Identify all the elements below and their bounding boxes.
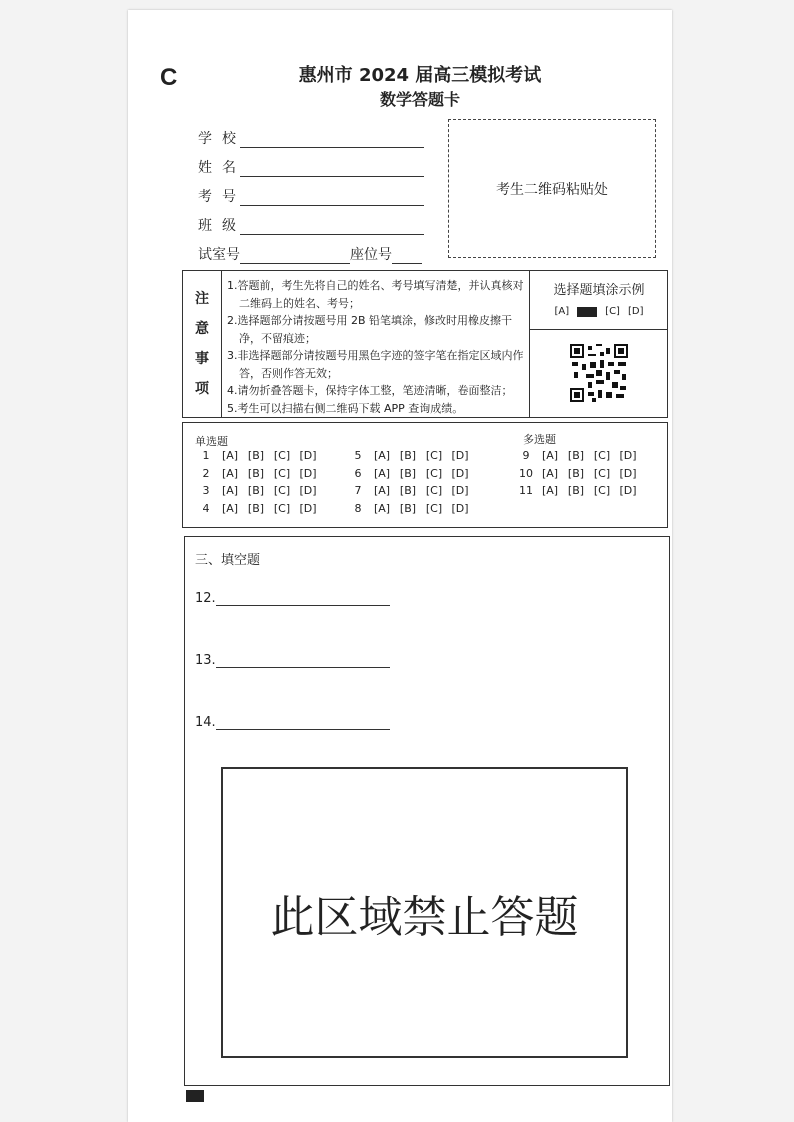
fill-section-title: 三、填空题 (195, 553, 261, 568)
name-label: 姓名 (198, 160, 246, 176)
question-row (195, 502, 321, 515)
example-option-a: [A] (554, 306, 570, 317)
multi-choice-label: 多选题 (523, 433, 556, 446)
question-number: 8 (354, 501, 362, 515)
answer-option[interactable]: [C] (425, 466, 443, 480)
answer-option[interactable]: [D] (451, 449, 469, 462)
answer-option[interactable]: [C] (273, 449, 291, 462)
question-number: 4 (202, 501, 210, 515)
school-line[interactable] (240, 131, 424, 148)
note-item: 3.非选择题部分请按题号用黑色字迹的签字笔在指定区域内作答，否则作答无效； (227, 349, 524, 380)
answer-option[interactable]: [C] (273, 484, 291, 497)
answer-option[interactable]: [C] (273, 501, 291, 515)
note-item: 1.答题前，考生先将自己的姓名、考号填写清楚，并认真核对二维码上的姓名、考号； (227, 279, 524, 310)
answer-option[interactable]: [B] (247, 466, 265, 480)
answer-12[interactable] (195, 591, 390, 606)
answer-14-line[interactable] (216, 715, 390, 730)
question-number: 5 (354, 449, 362, 462)
answer-option[interactable]: [C] (425, 501, 443, 515)
question-number: 9 (522, 449, 530, 462)
room-label: 试室号 (198, 247, 240, 263)
answer-option[interactable]: [C] (593, 466, 611, 480)
title-line-2: 数学答题卡 (379, 90, 460, 109)
notes-side-char: 项 (195, 381, 209, 397)
qr-sticker-area (448, 119, 656, 258)
question-row (347, 502, 473, 515)
answer-13-label: 13. (195, 653, 216, 668)
school-label: 学校 (198, 131, 246, 147)
question-row (515, 449, 641, 462)
question-number: 10 (519, 466, 533, 480)
qr-code-icon (570, 344, 628, 402)
school-field[interactable] (198, 128, 424, 148)
question-number: 2 (202, 466, 210, 480)
answer-option[interactable]: [B] (399, 466, 417, 480)
page-title (280, 64, 560, 112)
answer-option[interactable]: [D] (451, 484, 469, 497)
answer-14[interactable] (195, 715, 390, 730)
question-number: 11 (519, 484, 533, 497)
example-option-c: [C] (605, 306, 620, 317)
answer-option[interactable]: [A] (221, 484, 239, 497)
answer-13-line[interactable] (216, 653, 390, 668)
answer-option[interactable]: [B] (247, 501, 265, 515)
exam-no-field[interactable] (198, 186, 424, 206)
example-option-d: [D] (627, 306, 644, 317)
answer-option[interactable]: [D] (299, 466, 317, 480)
question-number: 6 (354, 466, 362, 480)
notes-side-char: 意 (195, 321, 209, 337)
answer-option[interactable]: [A] (221, 466, 239, 480)
fill-example-options (530, 306, 668, 317)
seat-label: 座位号 (350, 247, 392, 263)
fill-example-title: 选择题填涂示例 (553, 283, 645, 298)
answer-option[interactable]: [D] (619, 449, 637, 462)
answer-option[interactable]: [B] (399, 501, 417, 515)
answer-option[interactable]: [A] (373, 449, 391, 462)
answer-option[interactable]: [A] (373, 466, 391, 480)
notes-side-char: 事 (195, 351, 209, 367)
answer-option[interactable]: [C] (593, 484, 611, 497)
answer-12-line[interactable] (216, 591, 390, 606)
answer-option[interactable]: [C] (593, 449, 611, 462)
answer-option[interactable]: [A] (373, 484, 391, 497)
question-number: 1 (202, 449, 210, 462)
answer-option[interactable]: [B] (399, 484, 417, 497)
answer-option[interactable]: [D] (451, 466, 469, 480)
room-seat-field[interactable] (198, 244, 422, 264)
answer-option[interactable]: [B] (567, 484, 585, 497)
multiple-choice-area (182, 422, 668, 528)
fill-blank-area (184, 536, 670, 1086)
name-field[interactable] (198, 157, 424, 177)
answer-14-label: 14. (195, 715, 216, 730)
answer-13[interactable] (195, 653, 390, 668)
note-item: 4.请勿折叠答题卡，保持字体工整，笔迹清晰，卷面整洁； (227, 384, 513, 397)
question-number: 3 (202, 484, 210, 497)
single-choice-label: 单选题 (195, 435, 228, 448)
answer-option[interactable]: [B] (567, 466, 585, 480)
answer-option[interactable]: [A] (541, 449, 559, 462)
room-line[interactable] (240, 247, 350, 264)
question-row (347, 484, 473, 497)
answer-option[interactable]: [D] (299, 484, 317, 497)
answer-option[interactable]: [B] (399, 449, 417, 462)
answer-option[interactable]: [D] (451, 501, 469, 515)
timing-mark (186, 1090, 204, 1102)
notes-box (182, 270, 668, 418)
app-qr-code (529, 329, 668, 417)
notes-side-label (183, 271, 222, 417)
note-item: 5.考生可以扫描右侧二维码下载 APP 查询成绩。 (227, 401, 464, 415)
seat-line[interactable] (392, 247, 422, 264)
exam-no-label: 考号 (198, 189, 246, 205)
class-label: 班级 (198, 218, 246, 234)
question-row (347, 467, 473, 480)
answer-12-label: 12. (195, 591, 216, 606)
question-row (515, 467, 641, 480)
answer-option[interactable]: [C] (425, 449, 443, 462)
answer-option[interactable]: [A] (221, 501, 239, 515)
forbidden-zone-text: 此区域禁止答题 (270, 891, 579, 943)
forbidden-zone (221, 767, 628, 1058)
question-row (195, 449, 321, 462)
qr-sticker-label: 考生二维码粘贴处 (496, 181, 608, 198)
answer-option[interactable]: [A] (541, 466, 559, 480)
class-line[interactable] (240, 218, 424, 235)
answer-option[interactable]: [D] (619, 466, 637, 480)
name-line[interactable] (240, 160, 424, 177)
question-row (195, 484, 321, 497)
question-row (195, 467, 321, 480)
title-line-1: 惠州市 2024 届高三模拟考试 (298, 65, 542, 86)
version-letter: C (160, 64, 178, 91)
notes-side-char: 注 (195, 291, 209, 307)
answer-option[interactable]: [D] (619, 484, 637, 497)
notes-list (227, 277, 525, 417)
answer-option[interactable]: [B] (567, 449, 585, 462)
note-item: 2.选择题部分请按题号用 2B 铅笔填涂，修改时用橡皮擦干净，不留痕迹； (227, 314, 513, 345)
class-field[interactable] (198, 215, 424, 235)
answer-option[interactable]: [C] (273, 466, 291, 480)
answer-option[interactable]: [D] (299, 501, 317, 515)
answer-option[interactable]: [D] (299, 449, 317, 462)
fill-example (529, 271, 668, 330)
answer-option[interactable]: [B] (247, 449, 265, 462)
example-filled-option (577, 307, 597, 317)
answer-option[interactable]: [A] (221, 449, 239, 462)
answer-option[interactable]: [C] (425, 484, 443, 497)
question-number: 7 (354, 484, 362, 497)
question-row (347, 449, 473, 462)
answer-option[interactable]: [A] (541, 484, 559, 497)
exam-no-line[interactable] (240, 189, 424, 206)
answer-option[interactable]: [B] (247, 484, 265, 497)
question-row (515, 484, 641, 497)
answer-option[interactable]: [A] (373, 501, 391, 515)
